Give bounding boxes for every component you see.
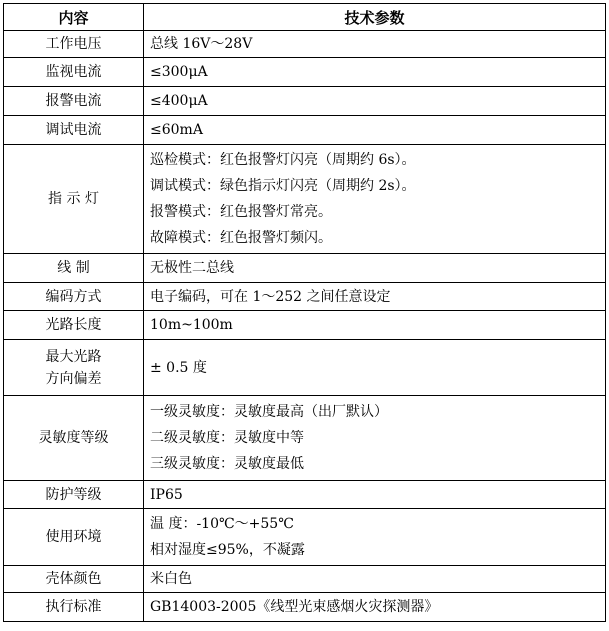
parameter-name: [4, 509, 144, 566]
parameter-name: [4, 566, 144, 593]
parameter-value-line: 故障模式：红色报警灯频闪。: [150, 230, 332, 246]
parameter-name: [4, 145, 144, 254]
table-row: [4, 58, 606, 87]
parameter-name-text: 报警电流: [45, 93, 102, 109]
table-row: [4, 87, 606, 116]
parameter-name: [4, 283, 144, 311]
parameter-value-line: ≤60mA: [150, 122, 203, 138]
parameter-value-line: IP65: [150, 486, 183, 503]
parameter-value-line: ≤300μA: [150, 64, 208, 80]
parameter-name-text: 光路长度: [45, 317, 102, 333]
parameter-value: [144, 509, 606, 566]
parameter-value: [144, 593, 606, 622]
parameter-name: [4, 58, 144, 87]
parameter-name-text: 监视电流: [45, 64, 102, 80]
parameter-name-text: 最大光路: [45, 348, 102, 365]
parameter-name-text: 调试电流: [45, 122, 102, 138]
parameter-name: [4, 311, 144, 340]
header-item: 内容: [4, 4, 144, 31]
parameter-value-line: 三级灵敏度：灵敏度最低: [150, 456, 304, 472]
table-row: [4, 340, 606, 396]
header-row: [4, 4, 606, 31]
parameter-value-line: 报警模式：红色报警灯常亮。: [150, 204, 332, 220]
parameter-value-line: ≤400μA: [150, 93, 208, 109]
table-row: [4, 145, 606, 254]
table-row: [4, 481, 606, 509]
table-row: [4, 283, 606, 311]
parameter-value: [144, 396, 606, 481]
parameter-name: [4, 87, 144, 116]
parameter-name-text: 线 制: [57, 260, 90, 276]
parameter-name: [4, 340, 144, 396]
table-row: [4, 31, 606, 58]
parameter-value: [144, 116, 606, 145]
parameter-name-text: 防护等级: [45, 486, 102, 503]
parameter-value-line: 无极性二总线: [150, 260, 234, 276]
table-row: [4, 396, 606, 481]
parameter-name-text: 使用环境: [45, 529, 102, 545]
spec-body: [4, 31, 606, 622]
parameter-value-line: 温 度：-10℃～+55℃: [150, 516, 294, 532]
parameter-value-line: GB14003-2005《线型光束感烟火灾探测器》: [150, 599, 439, 615]
parameter-name: [4, 254, 144, 283]
table-row: [4, 593, 606, 622]
parameter-name: [4, 481, 144, 509]
parameter-value: [144, 311, 606, 340]
parameter-value-line: 米白色: [150, 571, 192, 587]
parameter-name: [4, 593, 144, 622]
parameter-value: [144, 481, 606, 509]
parameter-name-text: 工作电压: [45, 36, 102, 52]
table-row: [4, 254, 606, 283]
parameter-name: [4, 116, 144, 145]
parameter-name: [4, 31, 144, 58]
parameter-value: [144, 87, 606, 116]
parameter-name-text: 编码方式: [45, 288, 102, 305]
table-row: [4, 566, 606, 593]
parameter-name-text: 壳体颜色: [45, 571, 102, 587]
parameter-name-text: 灵敏度等级: [38, 430, 109, 446]
parameter-value-line: 一级灵敏度：灵敏度最高（出厂默认）: [150, 404, 388, 420]
parameter-value: [144, 340, 606, 396]
parameter-name-text: 指 示 灯: [48, 191, 99, 207]
parameter-value-line: ± 0.5 度: [150, 359, 207, 376]
parameter-value: [144, 145, 606, 254]
table-row: [4, 116, 606, 145]
parameter-value-line: 巡检模式：红色报警灯闪亮（周期约 6s）。: [150, 152, 416, 168]
parameter-value: [144, 58, 606, 87]
parameter-value-line: 总线 16V～28V: [150, 36, 253, 52]
parameter-value: [144, 31, 606, 58]
table-row: [4, 311, 606, 340]
parameter-value: [144, 254, 606, 283]
parameter-value: [144, 283, 606, 311]
parameter-value: [144, 566, 606, 593]
parameter-value-line: 调试模式：绿色指示灯闪亮（周期约 2s）。: [150, 178, 416, 194]
parameter-value-line: 二级灵敏度：灵敏度中等: [150, 430, 304, 446]
parameter-name-text: 执行标准: [45, 599, 102, 615]
parameter-value-line: 相对湿度≤95%，不凝露: [150, 542, 305, 558]
parameter-value-line: 10m~100m: [150, 317, 233, 333]
parameter-value-line: 电子编码，可在 1～252 之间任意设定: [150, 288, 391, 305]
table-row: [4, 509, 606, 566]
parameter-name-text: 方向偏差: [45, 370, 102, 387]
header-value: 技术参数: [144, 4, 606, 31]
spec-table: [3, 3, 606, 622]
parameter-name: [4, 396, 144, 481]
